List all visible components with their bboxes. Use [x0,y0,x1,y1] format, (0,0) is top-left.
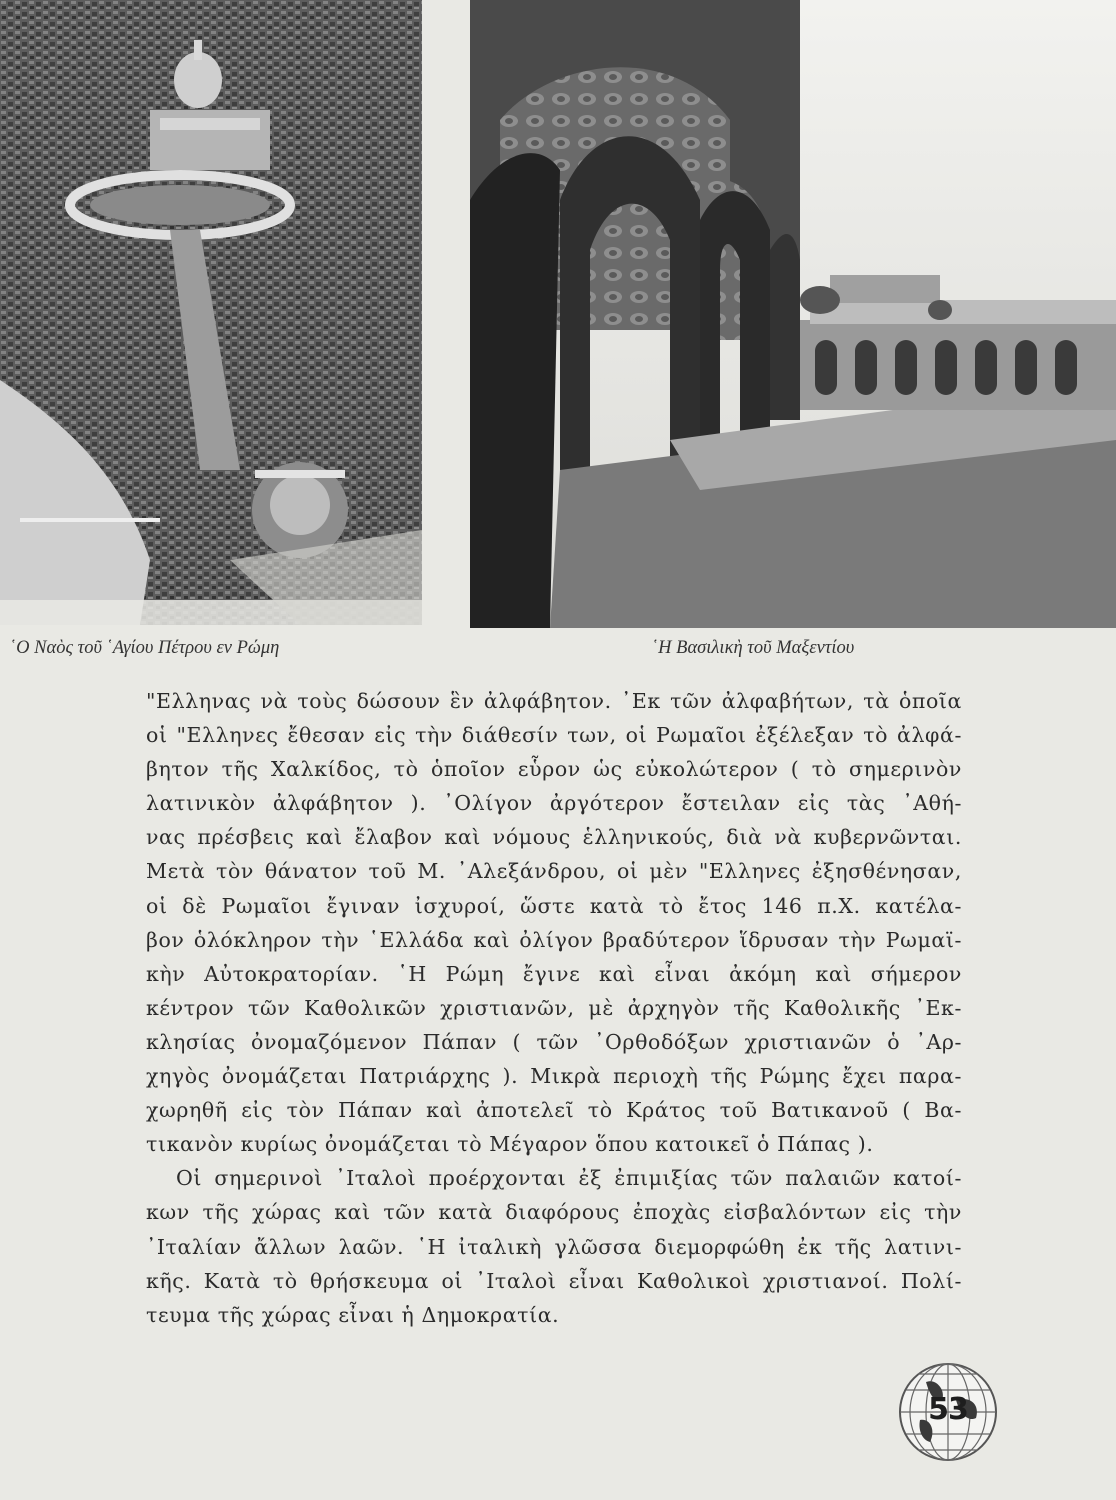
text-line: κλησίας ὀνομαζόμενον Πάπαν ( τῶν ᾿Ορθοδόξων χριστιανῶν ὁ ᾿Αρ- [146,1029,962,1054]
text-line: τικανὸν κυρίως ὀνομάζεται τὸ Μέγαρον ὅπου κατοικεῖ ὁ Πάπας ). [146,1132,874,1157]
text-line: βητον τῆς Χαλκίδος, τὸ ὁποῖον εὗρον ὡς εὐκολώτερον ( τὸ σημερινὸν [146,757,962,782]
text-line: ᾿Ιταλίαν ἄλλων λαῶν. ῾Η ἰταλικὴ γλῶσσα διεμορφώθη ἐκ τῆς λατινι- [146,1234,962,1259]
right-photo-caption: ῾Η Βασιλικὴ τοῦ Μαξεντίου [652,638,855,658]
st-peters-aerial-photo [0,0,422,625]
page-number: 53 [928,1392,968,1427]
text-line: κῆς. Κατὰ τὸ θρήσκευμα οἱ ᾿Ιταλοὶ εἶναι Καθολικοὶ χριστιανοί. Πολί- [146,1268,962,1293]
text-line: λατινικὸν ἀλφάβητον ). ᾿Ολίγον ἀργότερον ἔστειλαν εἰς τὰς ᾿Αθή- [146,791,962,816]
text-line: χωρηθῆ εἰς τὸν Πάπαν καὶ ἀποτελεῖ τὸ Κράτος τοῦ Βατικανοῦ ( Βα- [146,1098,962,1123]
text-line: κέντρον τῶν Καθολικῶν χριστιανῶν, μὲ ἀρχηγὸν τῆς Καθολικῆς ᾿Εκ- [146,995,962,1020]
st-peters-aerial-image [0,0,422,625]
text-line: οἱ δὲ Ρωμαῖοι ἔγιναν ἰσχυροί, ὥστε κατὰ τὸ ἔτος 146 π.Χ. κατέλα- [146,893,962,918]
text-line: τευμα τῆς χώρας εἶναι ἡ Δημοκρατία. [146,1302,560,1327]
body-text [146,684,962,1332]
text-line: οἱ "Ελληνες ἔθεσαν εἰς τὴν διάθεσίν των, οἱ Ρωμαῖοι ἐξέλεξαν τὸ ἀλφά- [146,723,962,748]
maxentius-basilica-photo [470,0,1116,628]
text-line: Οἱ σημερινοὶ ᾿Ιταλοὶ προέρχονται ἐξ ἐπιμιξίας τῶν παλαιῶν κατοί- [176,1166,962,1191]
text-line: κὴν Αὐτοκρατορίαν. ῾Η Ρώμη ἔγινε καὶ εἶναι ἀκόμη καὶ σήμερον [146,961,962,986]
text-line: χηγὸς ὀνομάζεται Πατριάρχης ). Μικρὰ περιοχὴ τῆς Ρώμης ἔχει παρα- [146,1064,962,1089]
text-line: νας πρέσβεις καὶ ἔλαβον καὶ νόμους ἑλληνικούς, διὰ νὰ κυβερνῶνται. [146,825,962,850]
text-line: "Ελληνας νὰ τοὺς δώσουν ἓν ἀλφάβητον. ᾿Εκ τῶν ἀλφαβήτων, τὰ ὁποῖα [146,689,962,713]
text-line: κων τῆς χώρας καὶ τῶν κατὰ διαφόρους ἐποχὰς εἰσβαλόντων εἰς τὴν [146,1200,962,1225]
text-line: Μετὰ τὸν θάνατον τοῦ Μ. ᾿Αλεξάνδρου, οἱ μὲν "Ελληνες ἐξησθένησαν, [146,859,962,884]
left-photo-caption: ῾Ο Ναὸς τοῦ ῾Αγίου Πέτρου εν Ρώμη [10,638,280,658]
text-line: βον ὁλόκληρον τὴν ῾Ελλάδα καὶ ὀλίγον βραδύτερον ἵδρυσαν τὴν Ρωμαϊ- [146,927,962,952]
maxentius-basilica-image [470,0,1116,628]
